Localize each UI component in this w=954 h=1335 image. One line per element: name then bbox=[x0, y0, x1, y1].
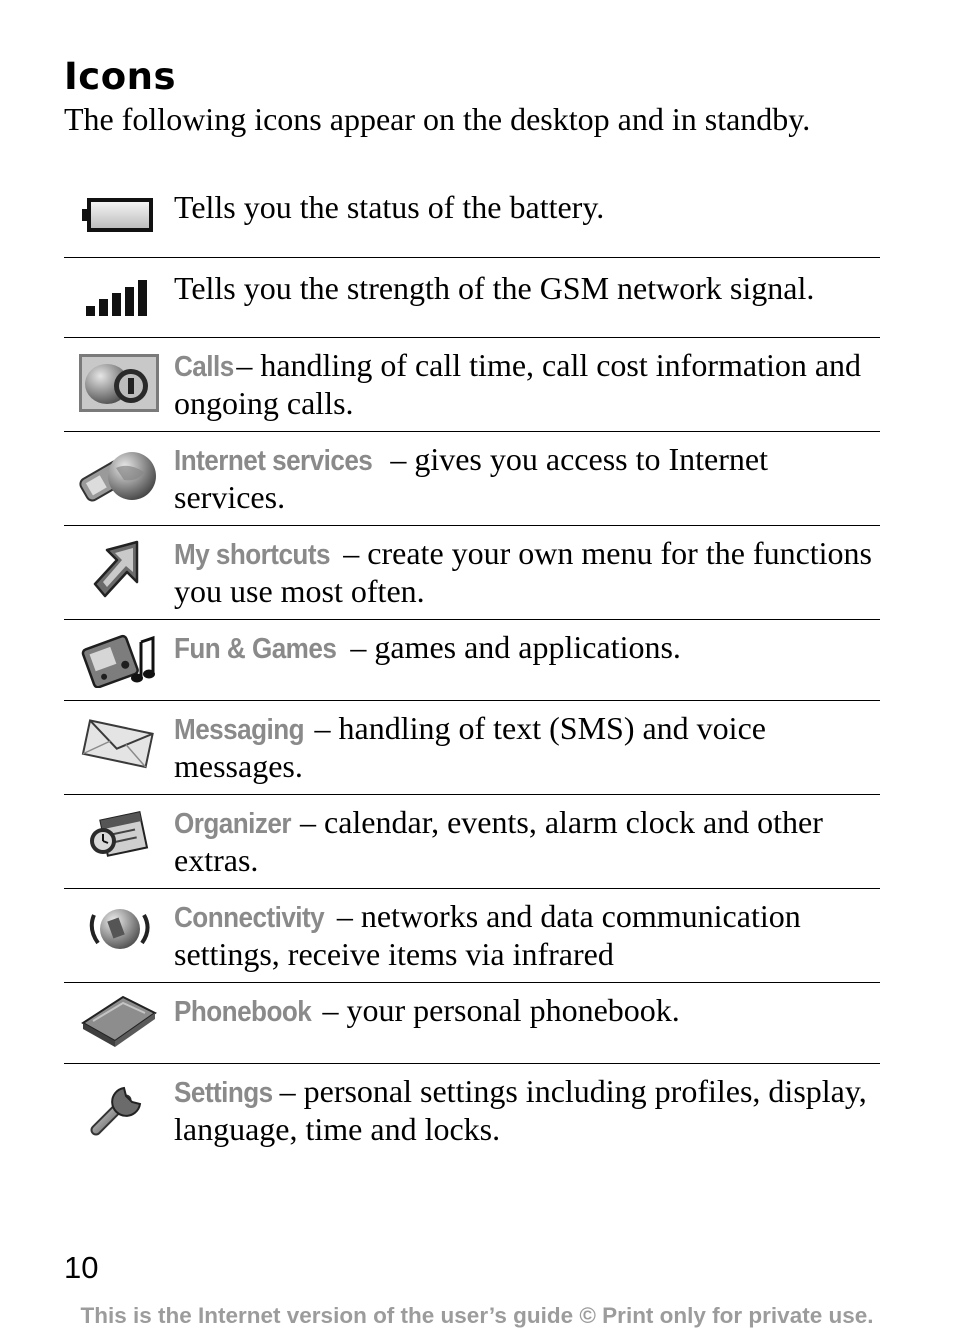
table-row bbox=[64, 888, 880, 982]
row-term: Calls bbox=[174, 350, 234, 383]
battery-icon bbox=[81, 195, 157, 235]
my-shortcuts-icon bbox=[89, 538, 149, 604]
footer-notice: This is the Internet version of the user’s guide © Print only for private use. bbox=[80, 1303, 874, 1328]
table-row bbox=[64, 337, 880, 431]
table-row bbox=[64, 175, 880, 257]
row-description: – create your own menu for the functions you use most often. bbox=[174, 534, 872, 609]
internet-services-icon bbox=[76, 446, 162, 508]
connectivity-icon bbox=[88, 905, 150, 953]
table-row bbox=[64, 1063, 880, 1157]
intro-text: The following icons appear on the desktop and in standby. bbox=[64, 101, 811, 137]
row-description: Tells you the status of the battery. bbox=[174, 189, 605, 225]
row-description: Tells you the strength of the GSM network signal. bbox=[174, 269, 815, 306]
table-row bbox=[64, 982, 880, 1063]
table-row bbox=[64, 257, 880, 337]
table-row bbox=[64, 794, 880, 888]
row-term: Settings bbox=[174, 1076, 273, 1109]
table-row bbox=[64, 431, 880, 525]
row-term: Messaging bbox=[174, 713, 305, 746]
row-description: – personal settings including profiles, display, language, time and locks. bbox=[174, 1072, 867, 1147]
row-term: My shortcuts bbox=[174, 538, 330, 571]
icon-table bbox=[64, 175, 880, 1157]
fun-games-icon bbox=[79, 630, 159, 688]
row-term: Fun & Games bbox=[174, 632, 337, 665]
table-row bbox=[64, 700, 880, 794]
row-description: – calendar, events, alarm clock and other extras. bbox=[174, 803, 823, 878]
messaging-icon bbox=[80, 717, 158, 769]
page-title: Icons bbox=[64, 55, 176, 98]
table-row bbox=[64, 619, 880, 700]
row-description: – handling of text (SMS) and voice messages. bbox=[174, 709, 766, 784]
row-term: Organizer bbox=[174, 807, 291, 840]
calls-icon bbox=[77, 352, 161, 414]
phonebook-icon bbox=[79, 991, 159, 1051]
row-term: Phonebook bbox=[174, 995, 312, 1028]
organizer-icon bbox=[86, 811, 152, 861]
row-term: Connectivity bbox=[174, 901, 325, 934]
table-row bbox=[64, 525, 880, 619]
row-description: – games and applications. bbox=[342, 628, 681, 665]
page-number: 10 bbox=[64, 1250, 99, 1285]
row-description: – gives you access to Internet services. bbox=[174, 440, 768, 515]
row-description: – networks and data communication settings, receive items via infrared bbox=[174, 897, 801, 972]
signal-strength-icon bbox=[84, 278, 154, 318]
settings-icon bbox=[86, 1078, 152, 1138]
row-term: Internet services bbox=[174, 444, 373, 477]
row-description: – your personal phonebook. bbox=[314, 991, 680, 1028]
row-description: – handling of call time, call cost information and ongoing calls. bbox=[174, 346, 862, 421]
